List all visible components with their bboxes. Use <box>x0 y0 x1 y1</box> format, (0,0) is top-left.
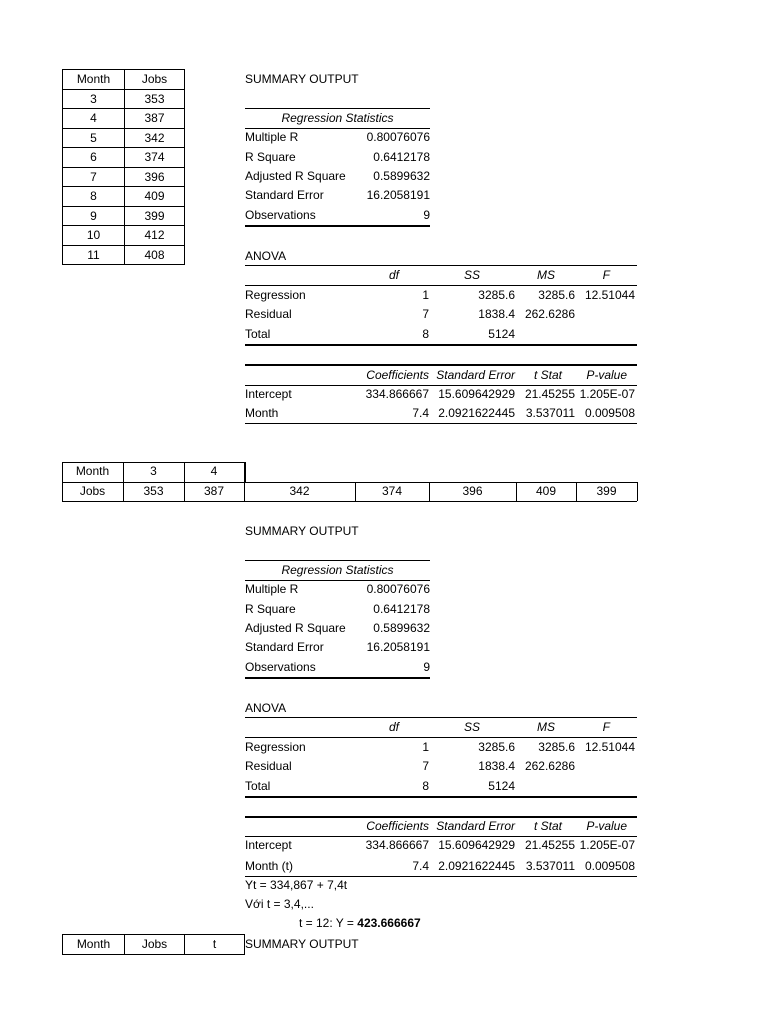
table-row <box>63 128 185 148</box>
anova-df: 7 <box>422 307 429 321</box>
cell-jobs: 374 <box>125 148 185 168</box>
anova-df: 7 <box>422 759 429 773</box>
table-row <box>63 245 185 265</box>
cell-jobs: 353 <box>143 484 164 498</box>
anova-f: 12.51044 <box>584 740 635 754</box>
table-row <box>63 109 185 129</box>
anova-label: Regression <box>245 740 306 754</box>
coef-p: 1.205E-07 <box>579 387 635 401</box>
stat-label: R Square <box>245 150 296 164</box>
stat-row <box>245 600 430 619</box>
coef-se: 2.0921622445 <box>438 406 515 420</box>
forecast-line <box>299 916 421 931</box>
anova-ss: 1838.4 <box>478 307 515 321</box>
coef-t: 3.537011 <box>525 859 575 873</box>
stat-value: 0.5899632 <box>373 169 430 183</box>
anova-row <box>245 777 637 796</box>
anova-df: 8 <box>422 327 429 341</box>
anova-ss: 3285.6 <box>478 288 515 302</box>
cell-jobs: 409 <box>535 484 557 498</box>
anova-ss: 1838.4 <box>478 759 515 773</box>
table-row <box>63 187 185 207</box>
table-row <box>63 206 185 226</box>
coef-label: Month (t) <box>245 859 294 873</box>
stat-label: R Square <box>245 602 296 616</box>
anova-row <box>245 738 637 757</box>
cell-jobs: 408 <box>125 245 185 265</box>
header-t: t <box>185 935 245 955</box>
divider <box>245 796 637 798</box>
stat-value: 16.2058191 <box>366 640 430 654</box>
row-divider <box>62 482 637 483</box>
cell-jobs: 409 <box>125 187 185 207</box>
stat-label: Standard Error <box>245 640 324 654</box>
divider <box>245 560 430 561</box>
coef-row <box>245 404 637 423</box>
stat-value: 9 <box>423 208 430 222</box>
anova-row <box>245 325 637 344</box>
data-table <box>62 69 185 265</box>
coef-p: 1.205E-07 <box>579 838 635 852</box>
anova-ms: 3285.6 <box>538 740 575 754</box>
cell-jobs: 374 <box>381 484 403 498</box>
anova-ms: 262.6286 <box>524 759 575 773</box>
col-divider <box>637 482 638 501</box>
coef-t: 21.45255 <box>524 387 575 401</box>
stat-value: 0.80076076 <box>366 582 430 596</box>
anova-header-df: df <box>388 268 399 282</box>
anova-label: Total <box>245 779 271 793</box>
stat-label: Observations <box>245 208 316 222</box>
stat-label: Adjusted R Square <box>245 169 346 183</box>
coef-header-se: Standard Error <box>436 819 515 833</box>
cell-jobs: 387 <box>125 109 185 129</box>
coef-label: Intercept <box>245 387 292 401</box>
anova-ss: 5124 <box>488 779 515 793</box>
anova-header-df: df <box>388 720 399 734</box>
cell-month: 9 <box>63 206 125 226</box>
cell-month: 4 <box>63 109 125 129</box>
anova-label: Total <box>245 327 271 341</box>
reg-stats-header: Regression Statistics <box>281 563 394 577</box>
cell-jobs: 396 <box>125 167 185 187</box>
anova-ms: 262.6286 <box>524 307 575 321</box>
cell-month-label: Month <box>75 464 110 478</box>
stat-value: 0.80076076 <box>366 130 430 144</box>
coef-t: 3.537011 <box>525 406 575 420</box>
reg-stats-header: Regression Statistics <box>281 111 394 125</box>
table-row <box>63 226 185 246</box>
coef-p: 0.009508 <box>584 859 635 873</box>
anova-ss: 3285.6 <box>478 740 515 754</box>
stat-row <box>245 619 430 638</box>
header-month: Month <box>63 70 125 90</box>
coef-label: Intercept <box>245 838 292 852</box>
cell-month: 5 <box>63 128 125 148</box>
coef-value: 7.4 <box>412 859 429 873</box>
summary-output-1 <box>245 68 637 428</box>
coef-header-p: P-value <box>586 368 627 382</box>
stat-label: Adjusted R Square <box>245 621 346 635</box>
summary-title-3: SUMMARY OUTPUT <box>245 937 359 951</box>
cell-jobs: 353 <box>125 89 185 109</box>
divider <box>245 344 637 346</box>
stat-row <box>245 658 430 677</box>
coef-p: 0.009508 <box>584 406 635 420</box>
table-row <box>63 167 185 187</box>
stat-label: Multiple R <box>245 582 299 596</box>
cell-jobs: 342 <box>289 484 310 498</box>
coef-header-coef: Coefficients <box>366 368 429 382</box>
anova-label: Residual <box>245 759 292 773</box>
cell-month: 10 <box>63 226 125 246</box>
divider <box>245 876 637 877</box>
stat-label: Standard Error <box>245 188 324 202</box>
cell-month: 3 <box>150 464 157 478</box>
regression-equation: Yt = 334,867 + 7,4t <box>245 878 348 892</box>
divider <box>245 677 430 679</box>
anova-row <box>245 305 637 324</box>
anova-header-ss: SS <box>463 720 480 734</box>
stat-row <box>245 638 430 657</box>
anova-title: ANOVA <box>245 701 287 715</box>
coef-row <box>245 385 637 404</box>
anova-title: ANOVA <box>245 249 287 263</box>
coef-header-coef: Coefficients <box>366 819 429 833</box>
anova-row <box>245 757 637 776</box>
anova-header-ss: SS <box>463 268 480 282</box>
coef-value: 334.866667 <box>365 838 429 852</box>
cell-jobs: 399 <box>125 206 185 226</box>
coef-value: 334.866667 <box>365 387 429 401</box>
forecast-value: 423.666667 <box>357 916 421 930</box>
stat-value: 9 <box>423 660 430 674</box>
header-jobs: Jobs <box>125 935 185 955</box>
anova-header-row <box>245 718 637 737</box>
anova-header-f: F <box>602 720 610 734</box>
header-month: Month <box>63 935 125 955</box>
coef-se: 15.609642929 <box>438 838 515 852</box>
cell-month: 7 <box>63 167 125 187</box>
anova-ms: 3285.6 <box>538 288 575 302</box>
stat-row <box>245 580 430 599</box>
header-jobs: Jobs <box>125 70 185 90</box>
anova-f: 12.51044 <box>584 288 635 302</box>
coef-se: 2.0921622445 <box>438 859 515 873</box>
anova-header-f: F <box>602 268 610 282</box>
stat-row <box>245 148 430 167</box>
coef-header-se: Standard Error <box>436 368 515 382</box>
anova-df: 1 <box>422 740 429 754</box>
anova-label: Regression <box>245 288 306 302</box>
anova-label: Residual <box>245 307 292 321</box>
coef-row <box>245 857 637 876</box>
anova-header-row <box>245 266 637 285</box>
anova-header-ms: MS <box>537 720 555 734</box>
coef-row <box>245 836 637 855</box>
stat-value: 0.5899632 <box>373 621 430 635</box>
summary-title: SUMMARY OUTPUT <box>245 524 359 538</box>
coef-label: Month <box>245 406 279 420</box>
divider <box>245 225 430 227</box>
coef-value: 7.4 <box>412 406 429 420</box>
anova-df: 1 <box>422 288 429 302</box>
stat-label: Multiple R <box>245 130 299 144</box>
transposed-table <box>62 462 638 502</box>
cell-jobs-label: Jobs <box>79 484 106 498</box>
divider <box>245 423 637 424</box>
stat-row <box>245 186 430 205</box>
cell-jobs: 412 <box>125 226 185 246</box>
cell-jobs: 396 <box>462 484 483 498</box>
coef-header-row <box>245 817 637 836</box>
stat-value: 16.2058191 <box>366 188 430 202</box>
summary-output-2 <box>245 520 637 880</box>
cell-jobs: 387 <box>203 484 225 498</box>
coef-header-t: t Stat <box>533 368 562 382</box>
stat-value: 0.6412178 <box>373 602 430 616</box>
stat-row <box>245 128 430 147</box>
cell-month: 6 <box>63 148 125 168</box>
stat-row <box>245 206 430 225</box>
cell-month: 3 <box>63 89 125 109</box>
coef-t: 21.45255 <box>524 838 575 852</box>
forecast-label: t = 12: Y = <box>299 916 354 930</box>
anova-header-ms: MS <box>537 268 555 282</box>
summary-title: SUMMARY OUTPUT <box>245 72 359 86</box>
anova-df: 8 <box>422 779 429 793</box>
stat-label: Observations <box>245 660 316 674</box>
table-row <box>63 148 185 168</box>
t-condition: Với t = 3,4,... <box>245 897 314 911</box>
coef-header-p: P-value <box>586 819 627 833</box>
bottom-table <box>62 934 245 955</box>
stat-value: 0.6412178 <box>373 150 430 164</box>
anova-row <box>245 286 637 305</box>
table-header-row <box>63 935 245 955</box>
table-header-row <box>63 70 185 90</box>
table-row <box>63 89 185 109</box>
coef-se: 15.609642929 <box>438 387 515 401</box>
coef-header-row <box>245 366 637 385</box>
cell-jobs: 399 <box>596 484 617 498</box>
row-divider <box>62 501 637 502</box>
stat-row <box>245 167 430 186</box>
cell-month: 4 <box>210 464 218 478</box>
anova-ss: 5124 <box>488 327 515 341</box>
divider <box>245 108 430 109</box>
coef-header-t: t Stat <box>533 819 562 833</box>
cell-month: 8 <box>63 187 125 207</box>
cell-month: 11 <box>63 245 125 265</box>
cell-jobs: 342 <box>125 128 185 148</box>
